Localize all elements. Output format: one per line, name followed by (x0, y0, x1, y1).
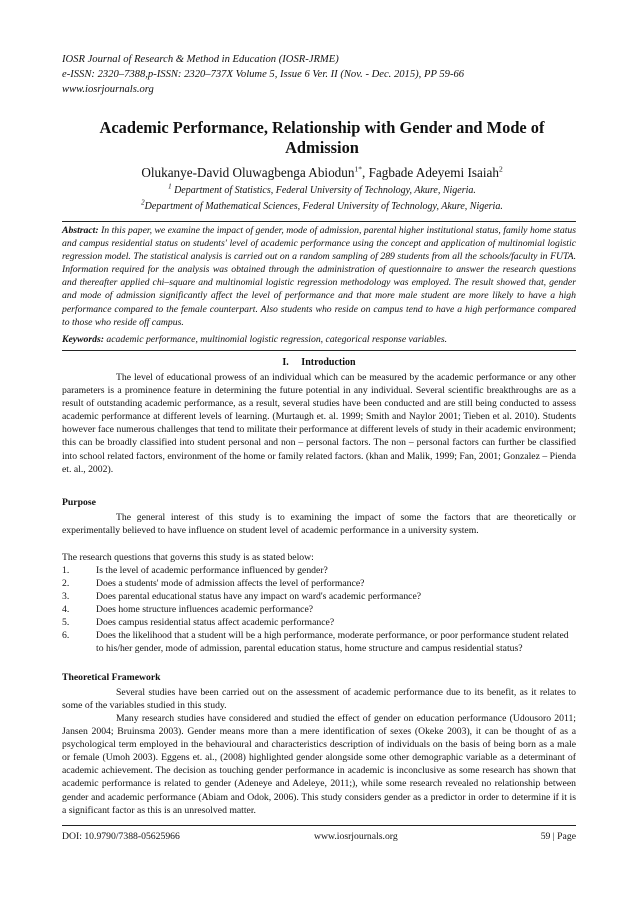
purpose-paragraph: The general interest of this study is to examining the impact of some the factors that are theoretically or experimentally believed to have influence on student level of academic performance in a university system. (62, 512, 576, 537)
list-item-text: Does home structure influences academic performance? (96, 604, 314, 615)
keywords-label: Keywords: (62, 334, 104, 345)
list-item (62, 590, 576, 603)
journal-header (62, 52, 582, 97)
affiliation-1-sup: 1 (168, 182, 172, 191)
author-2-sup: 2 (498, 164, 503, 174)
title-line-2: Admission (285, 138, 359, 157)
research-questions-list (62, 564, 576, 655)
divider-bottom (62, 350, 576, 351)
theoretical-framework-paragraph-2: Many research studies have considered and studied the effect of gender on education performance (Udousoro 2011; Jansen 2004; Bruinsma 2003). Gender means more than a mere identification of sexes (Okeke 2003), it can be thought of as a psychological term employed in the behavioural and characteristics description of individuals on the basis of being born as a male or female (Umoh 2003). Eggens et. al., (2008) highlighted gender alongside some other demographic variable as a determinant of academic achievement. The decision as touching gender performance in academic is inconclusive as some research has shown that academic performance is related to gender (Adeneye and Adeleye, 2011;), while some research revealed no relationship between gender and academic performance (Abiam and Odok, 2006). This study considers gender as a predictor in order to determine if it is a significant factor as this is an unresolved matter. (62, 713, 576, 816)
page-footer (62, 830, 576, 844)
footer-page-number: 59 | Page (540, 831, 576, 842)
theoretical-framework-heading: Theoretical Framework (62, 672, 161, 683)
list-item (62, 616, 576, 629)
research-questions-intro: The research questions that governs this study is as stated below: (62, 552, 314, 563)
list-item-number: 3. (62, 591, 70, 602)
divider-top (62, 221, 576, 222)
list-item-number: 6. (62, 630, 70, 641)
purpose-heading: Purpose (62, 497, 96, 508)
list-item-text: Does a students' mode of admission affects the level of performance? (96, 578, 365, 589)
author-1-sup: 1* (354, 164, 362, 174)
journal-name: IOSR Journal of Research & Method in Education (IOSR-JRME) (62, 54, 339, 65)
list-item-number: 5. (62, 617, 70, 628)
keywords-text: academic performance, multinomial logistic regression, categorical response variables. (103, 334, 448, 345)
affiliation-2 (62, 200, 582, 213)
introduction-paragraph: The level of educational prowess of an individual which can be measured by the academic performance or any other parameters is a prominence feature in determining the future potential in any individual. Several scientific breakthroughs are as a result of outstanding academic performance, as a result, several studies have been conducted and are still being conducted to assess academic performance at different levels of learning. (Murtaugh et. al. 1999; Smith and Naylor 2001; Tieben et al. 2010). Students however face numerous challenges that tend to militate their performance at different levels of study in their academic environment; this can be broadly classified into student personal and non – personal factors. The non – personal factors can further be classified into school related factors, environment of the home or family related factors. (khan and Malik, 1999; Fan, 2001; Gonzalez – Pienda et. al., 2002). (62, 372, 576, 475)
introduction-heading: I. Introduction (282, 357, 356, 368)
paper-title (62, 118, 582, 158)
list-item (62, 629, 576, 655)
footer-doi: DOI: 10.9790/7388-05625966 (62, 831, 180, 842)
abstract-label: Abstract: (62, 225, 99, 236)
affiliation-2-sup: 2 (141, 198, 145, 207)
theoretical-framework-paragraph-1: Several studies have been carried out on the assessment of academic performance due to its benefit, as it relates to some of the variables studied in this study. (62, 687, 576, 712)
list-item-text: Does campus residential status affect academic performance? (96, 617, 335, 628)
author-2: , Fagbade Adeyemi Isaiah (361, 165, 499, 180)
affiliation-1 (62, 184, 582, 197)
abstract-text: In this paper, we examine the impact of gender, mode of admission, parental higher institutional status, family home status and campus residential status on students' level of academic performance using the concept and application of multinomial logistic regression model. The statistical analysis is carried out on a random sampling of 289 students from all the schools/faculty in FUTA. Information required for the analysis was obtained through the administration of questionnaire to answer the research questions and thereafter applied chi–square and multinomial logistic regression methodology was employed. The result showed that, gender and mode of admission significantly affect the level of performance and that more male student are more likely to have a high performance compared to the female counterpart. Also students who reside on campus tend to have a high performance compared to those who reside off campus. (62, 225, 576, 328)
keywords (62, 333, 576, 346)
affiliation-2-text: Department of Mathematical Sciences, Federal University of Technology, Akure, Nigeria. (144, 201, 503, 212)
journal-website[interactable]: www.iosrjournals.org (62, 84, 154, 95)
journal-issn: e-ISSN: 2320–7388,p-ISSN: 2320–737X Volume 5, Issue 6 Ver. II (Nov. - Dec. 2015), PP 59-66 (62, 69, 465, 80)
list-item (62, 603, 576, 616)
list-item-number: 2. (62, 578, 70, 589)
list-item (62, 577, 576, 590)
footer-website[interactable]: www.iosrjournals.org (314, 831, 398, 842)
author-1: Olukanye-David Oluwagbenga Abiodun (141, 165, 355, 180)
list-item-text: Does the likelihood that a student will be a high performance, moderate performance, or poor performance student related to his/her gender, mode of admission, parental education status, home structure and campus residential status? (96, 630, 569, 654)
list-item-text: Does parental educational status have any impact on ward's academic performance? (96, 591, 422, 602)
list-item (62, 564, 576, 577)
list-item-number: 4. (62, 604, 70, 615)
list-item-number: 1. (62, 565, 70, 576)
divider-footer (62, 825, 576, 826)
affiliation-1-text: Department of Statistics, Federal University of Technology, Akure, Nigeria. (171, 185, 476, 196)
abstract (62, 224, 576, 329)
title-line-1: Academic Performance, Relationship with Gender and Mode of (99, 118, 545, 137)
author-line (62, 164, 582, 181)
list-item-text: Is the level of academic performance influenced by gender? (96, 565, 328, 576)
